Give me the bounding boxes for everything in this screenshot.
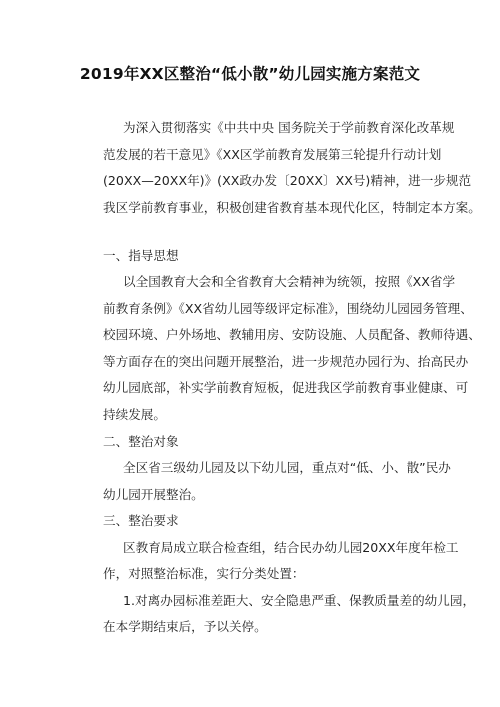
- section-1-line-1: 以全国教育大会和全省教育大会精神为统领，按照《XX省学: [123, 274, 456, 289]
- intro-line-4: 我区学前教育事业，积极创建省教育基本现代化区，特制定本方案。: [103, 200, 481, 215]
- section-1-line-4: 等方面存在的突出问题开展整治，进一步规范办园行为、抬高民办: [103, 354, 469, 369]
- section-1-line-2: 前教育条例》《XX省幼儿园等级评定标准》，围绕幼儿园园务管理、: [103, 301, 473, 316]
- intro-line-1: 为深入贯彻落实《中共中央 国务院关于学前教育深化改革规: [123, 120, 455, 135]
- section-2-heading: 二、整治对象: [103, 434, 179, 449]
- section-3-line-3: 1.对离办园标准差距大、安全隐患严重、保教质量差的幼儿园，: [123, 593, 476, 608]
- document-title: 2019年XX区整治“低小散”幼儿园实施方案范文: [79, 65, 421, 83]
- intro-line-3: (20XX—20XX年)》(XX政办发〔20XX〕XX号)精神，进一步规范: [103, 173, 472, 188]
- section-3-line-4: 在本学期结束后，予以关停。: [103, 619, 267, 634]
- section-2-line-1: 全区省三级幼儿园及以下幼儿园，重点对“低、小、散”民办: [123, 460, 451, 475]
- intro-line-2: 范发展的若干意见》《XX区学前教育发展第三轮提升行动计划: [103, 147, 442, 162]
- section-1-line-6: 持续发展。: [103, 407, 166, 422]
- section-3-heading: 三、整治要求: [103, 513, 179, 528]
- section-3-line-1: 区教育局成立联合检查组，结合民办幼儿园20XX年度年检工: [123, 540, 459, 555]
- section-2-line-2: 幼儿园开展整治。: [103, 487, 204, 502]
- section-1-heading: 一、指导思想: [103, 248, 179, 263]
- section-1-line-5: 幼儿园底部，补实学前教育短板，促进我区学前教育事业健康、可: [103, 380, 469, 395]
- section-3-line-2: 作，对照整治标准，实行分类处置：: [103, 566, 305, 581]
- section-1-line-3: 校园环境、户外场地、教辅用房、安防设施、人员配备、教师待遇、: [103, 327, 481, 342]
